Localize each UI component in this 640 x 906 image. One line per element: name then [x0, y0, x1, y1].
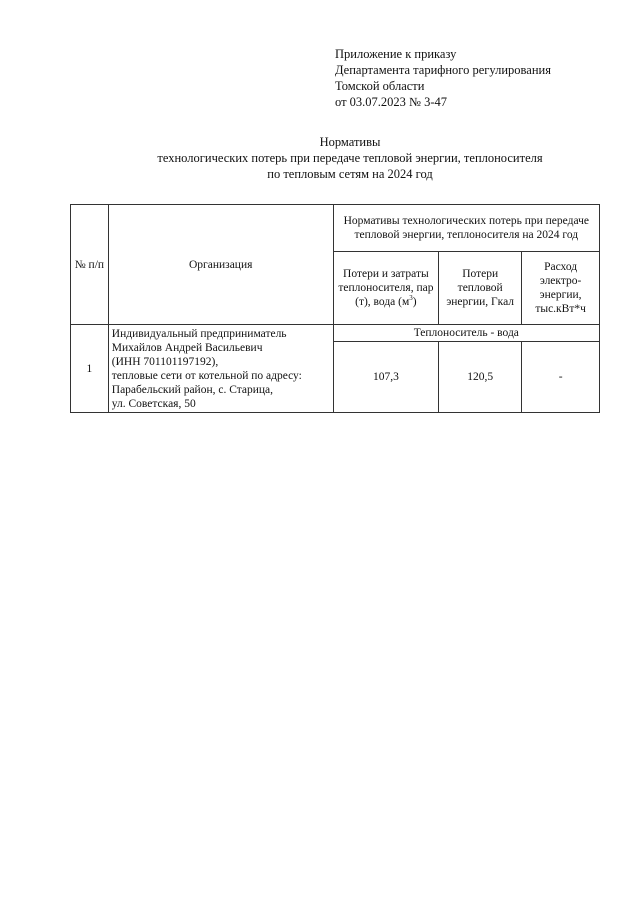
title-line: Нормативы — [319, 135, 381, 149]
org-line: тепловые сети от котельной по адресу: — [111, 369, 302, 382]
appendix-block — [335, 46, 551, 110]
row-heat-value: 120,5 — [439, 342, 522, 413]
row-num: 1 — [71, 325, 109, 413]
table-row — [71, 325, 600, 342]
org-line: Парабельский район, с. Старица, — [111, 383, 274, 396]
row-loss-value: 107,3 — [333, 342, 439, 413]
header-group: Нормативы технологических потерь при передаче тепловой энергии, теплоносителя на 2024 год — [333, 205, 599, 252]
header-org: Организация — [108, 205, 333, 325]
org-line: (ИНН 701101197192), — [111, 355, 219, 368]
row-org — [108, 325, 333, 413]
header-loss-text: Потери и затраты теплоносителя, пар (т), вода (м — [338, 268, 434, 308]
header-loss — [333, 252, 439, 325]
header-loss-sup: 3 — [409, 294, 413, 303]
row-carrier: Теплоноситель - вода — [333, 325, 599, 342]
header-heat: Потери тепловой энергии, Гкал — [439, 252, 522, 325]
header-num: № п/п — [71, 205, 109, 325]
row-elec-value: - — [522, 342, 600, 413]
document-title — [60, 134, 640, 182]
table-header-row — [71, 205, 600, 252]
appendix-line: Приложение к приказу — [335, 47, 457, 61]
org-line: Михайлов Андрей Васильевич — [111, 341, 263, 354]
norms-table — [70, 204, 600, 413]
org-line: ул. Советская, 50 — [111, 397, 196, 410]
header-elec: Расход электро-энергии, тыс.кВт*ч — [522, 252, 600, 325]
org-line: Индивидуальный предприниматель — [111, 327, 287, 340]
appendix-line: Департамента тарифного регулирования — [335, 63, 551, 77]
appendix-line: от 03.07.2023 № 3-47 — [335, 95, 448, 109]
header-loss-end: ) — [412, 296, 417, 308]
title-line: технологических потерь при передаче тепловой энергии, теплоносителя — [157, 151, 543, 165]
appendix-line: Томской области — [335, 79, 425, 93]
title-line: по тепловым сетям на 2024 год — [267, 167, 433, 181]
